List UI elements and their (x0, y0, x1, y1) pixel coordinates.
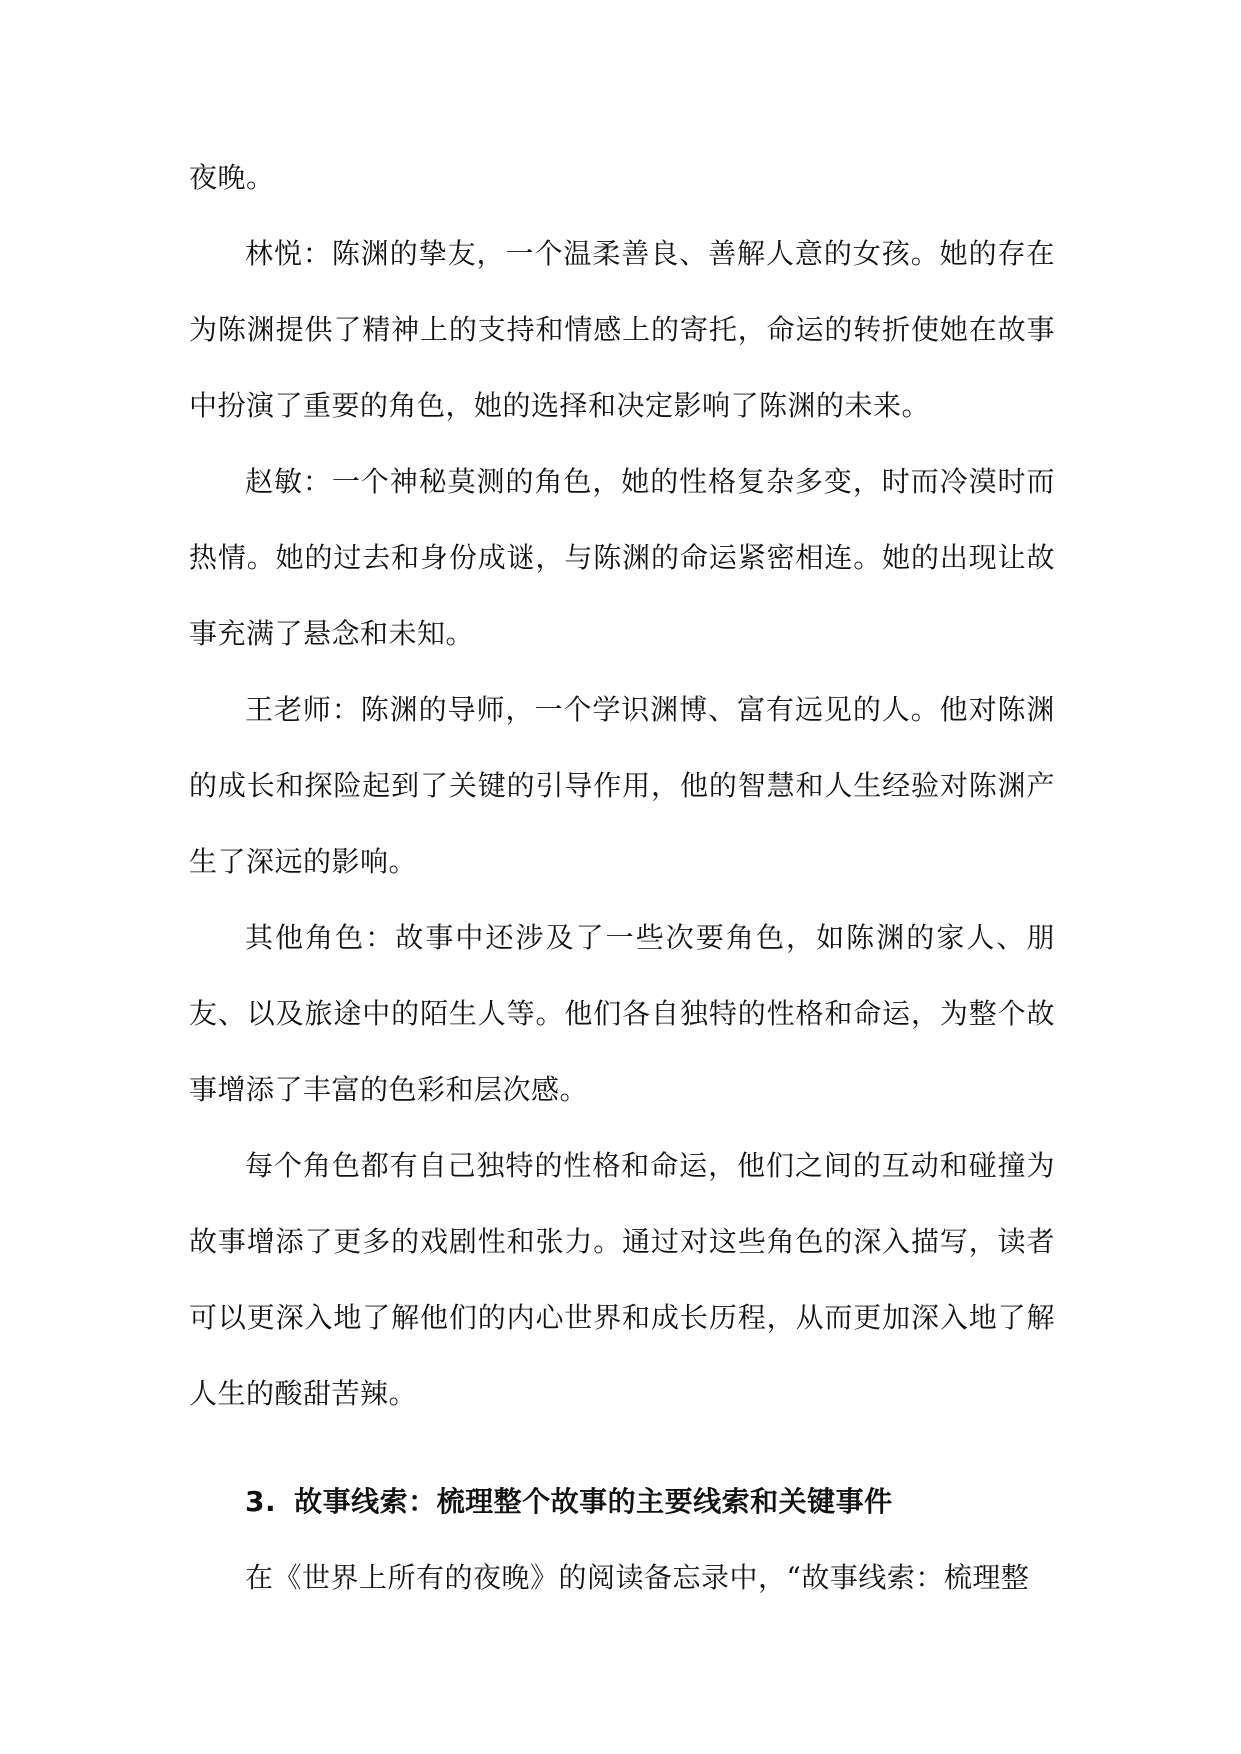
paragraph-other-characters: 其他角色：故事中还涉及了一些次要角色，如陈渊的家人、朋友、以及旅途中的陌生人等。他们各自独特的性格和命运，为整个故事增添了丰富的色彩和层次感。 (189, 921, 1055, 1106)
section-number: 3. (245, 1485, 277, 1518)
paragraph-zhao-min: 赵敏：一个神秘莫测的角色，她的性格复杂多变，时而冷漠时而热情。她的过去和身份成谜，与陈渊的命运紧密相连。她的出现让故事充满了悬念和未知。 (189, 465, 1055, 650)
paragraph-lin-yue: 林悦：陈渊的挚友，一个温柔善良、善解人意的女孩。她的存在为陈渊提供了精神上的支持和情感上的寄托，命运的转折使她在故事中扮演了重要的角色，她的选择和决定影响了陈渊的未来。 (189, 237, 1055, 422)
paragraph-continuation: 夜晚。 (189, 161, 275, 194)
paragraph-teacher-wang: 王老师：陈渊的导师，一个学识渊博、富有远见的人。他对陈渊的成长和探险起到了关键的引导作用，他的智慧和人生经验对陈渊产生了深远的影响。 (189, 693, 1055, 878)
paragraph-summary: 每个角色都有自己独特的性格和命运，他们之间的互动和碰撞为故事增添了更多的戏剧性和张力。通过对这些角色的深入描写，读者可以更深入地了解他们的内心世界和成长历程，从而更加深入地了解人生的酸甜苦辣。 (189, 1149, 1055, 1410)
section-heading (189, 1464, 1055, 1540)
section-title: 故事线索：梳理整个故事的主要线索和关键事件 (294, 1485, 893, 1518)
paragraph-story-clues: 在《世界上所有的夜晚》的阅读备忘录中，“故事线索：梳理整 (245, 1561, 1030, 1594)
document-body (189, 140, 1055, 1616)
